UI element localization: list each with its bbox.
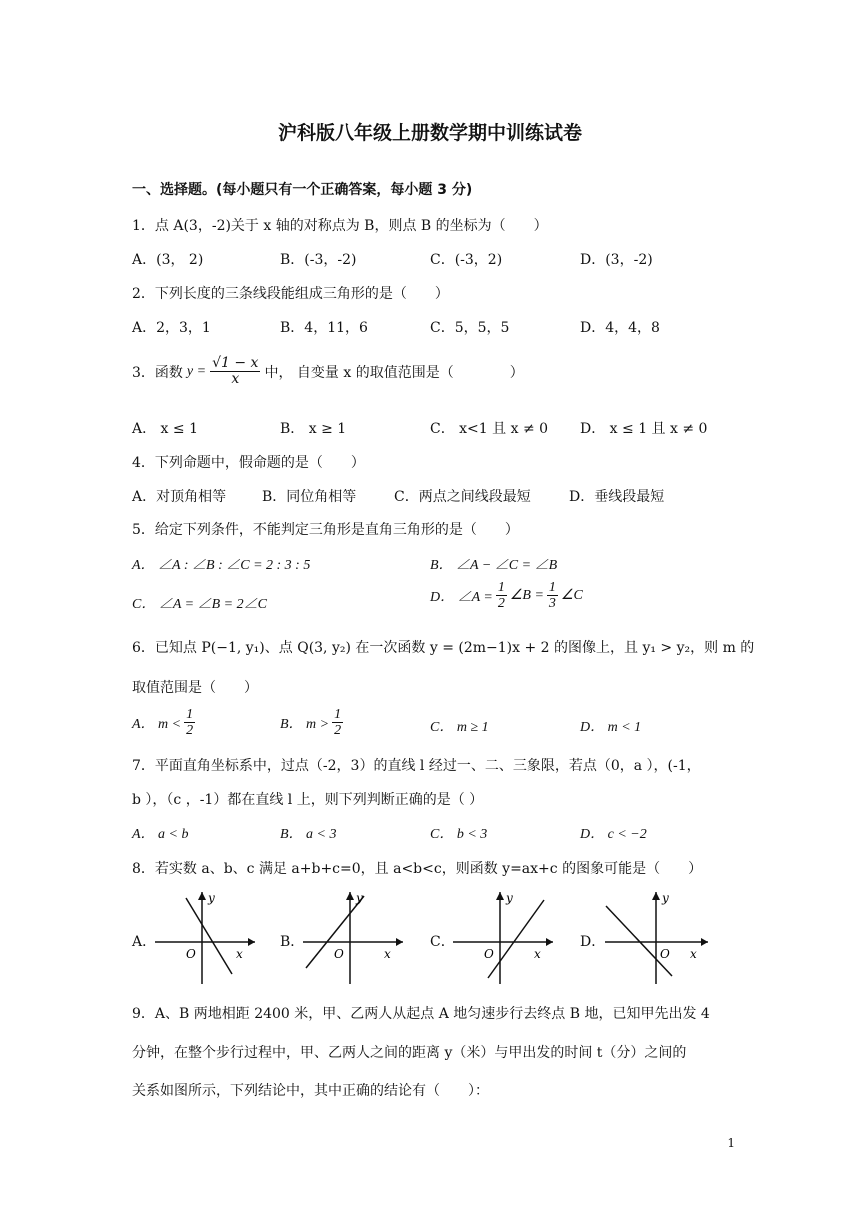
question-4-stem: 4．下列命题中，假命题的是（ ）: [132, 455, 365, 471]
q2-option-d[interactable]: D．4，4，8: [580, 320, 660, 336]
question-9-line-3: 关系如图所示，下列结论中，其中正确的结论有（ ）：: [132, 1083, 489, 1099]
q8-option-c[interactable]: C．: [430, 934, 455, 950]
q4-option-d[interactable]: D．垂线段最短: [569, 489, 665, 505]
q6-b-denominator: 2: [334, 723, 342, 739]
q5-d-half: [496, 580, 507, 612]
q6-a-denominator: 2: [186, 723, 194, 739]
q8-a-y-label: y: [208, 891, 215, 905]
q6-option-d[interactable]: D． m < 1: [580, 720, 642, 735]
q6-a-fraction: [184, 707, 195, 739]
q3-suffix: 中， 自变量 x 的取值范围是（ ）: [264, 364, 524, 381]
q5-option-b[interactable]: B． ∠A − ∠C = ∠B: [430, 558, 558, 573]
q3-option-d[interactable]: D． x ≤ 1 且 x ≠ 0: [580, 421, 708, 437]
section-heading: 一、选择题。(每小题只有一个正确答案，每小题 3 分): [132, 182, 473, 198]
question-9-line-1: 9．A、B 两地相距 2400 米，甲、乙两人从起点 A 地匀速步行去终点 B 地，已知甲先出发 4: [132, 1006, 710, 1022]
q6-b-fraction: [332, 707, 343, 739]
q6-a-prefix: A． m <: [132, 716, 182, 732]
question-6-line-1: 6．已知点 P(−1, y₁)、点 Q(3, y₂) 在一次函数 y = (2m−1)x + 2 的图像上，且 y₁ > y₂，则 m 的: [132, 640, 755, 656]
q8-c-y-label: y: [506, 891, 513, 905]
question-1-stem: 1．点 A(3，-2)关于 x 轴的对称点为 B，则点 B 的坐标为（ ）: [132, 218, 548, 234]
q8-b-x-label: x: [384, 947, 391, 961]
q8-b-origin: O: [334, 947, 344, 961]
q5-option-d[interactable]: [430, 580, 583, 612]
q1-option-a[interactable]: A．(3， 2): [132, 252, 204, 268]
q5-half-numerator: 1: [497, 580, 505, 595]
q5-d-middle: ∠B =: [509, 588, 544, 604]
q4-option-b[interactable]: B．同位角相等: [262, 489, 357, 505]
q8-c-x-label: x: [534, 947, 541, 961]
q3-option-a[interactable]: A． x ≤ 1: [132, 421, 198, 437]
q5-third-denominator: 3: [548, 596, 556, 612]
q1-option-b[interactable]: B．(-3，-2): [280, 252, 357, 268]
q3-numerator: √1 − x: [212, 355, 259, 371]
q8-d-line: [606, 906, 672, 976]
q4-option-a[interactable]: A．对顶角相等: [132, 489, 227, 505]
page-title: 沪科版八年级上册数学期中训练试卷: [277, 122, 582, 144]
q2-option-a[interactable]: A．2，3，1: [132, 320, 211, 336]
q8-graph-a: [150, 888, 260, 986]
question-9-line-2: 分钟，在整个步行过程中，甲、乙两人之间的距离 y（米）与甲出发的时间 t（分）之间的: [132, 1045, 687, 1061]
q4-option-c[interactable]: C．两点之间线段最短: [394, 489, 531, 505]
q3-y-equals: y =: [186, 363, 207, 379]
q5-option-c[interactable]: C． ∠A = ∠B = 2∠C: [132, 597, 267, 612]
q5-d-prefix: D． ∠A =: [430, 589, 493, 605]
q8-d-y-label: y: [662, 891, 669, 905]
question-6-line-2: 取值范围是（ ）: [132, 680, 258, 696]
question-2-stem: 2．下列长度的三条线段能组成三角形的是（ ）: [132, 286, 449, 302]
question-7-line-2: b ），（c ，-1）都在直线 l 上，则下列判断正确的是（ ）: [132, 792, 484, 808]
question-7-line-1: 7．平面直角坐标系中，过点（-2，3）的直线 l 经过一、二、三象限，若点（0，a ），(-1，: [132, 758, 701, 774]
q8-a-origin: O: [186, 947, 196, 961]
q3-option-c[interactable]: C． x<1 且 x ≠ 0: [430, 421, 549, 437]
question-8-stem: 8．若实数 a、b、c 满足 a+b+c=0，且 a<b<c，则函数 y=ax+c 的图象可能是（ ）: [132, 861, 703, 877]
q1-option-c[interactable]: C．(-3，2): [430, 252, 503, 268]
q5-third-numerator: 1: [548, 580, 556, 595]
q8-c-line: [488, 900, 544, 978]
q3-denominator: x: [231, 371, 240, 388]
q8-option-a[interactable]: A．: [132, 934, 157, 950]
q7-option-c[interactable]: C． b < 3: [430, 827, 488, 842]
q3-fraction: [210, 356, 260, 388]
q5-option-a[interactable]: A． ∠A : ∠B : ∠C = 2 : 3 : 5: [132, 558, 311, 573]
q6-option-c[interactable]: C． m ≥ 1: [430, 720, 489, 735]
q7-option-d[interactable]: D． c < −2: [580, 827, 647, 842]
q5-d-suffix: ∠C: [560, 588, 583, 604]
q8-d-origin: O: [660, 947, 670, 961]
q8-graph-d: [600, 888, 710, 986]
q8-c-origin: O: [484, 947, 494, 961]
q7-option-b[interactable]: B． a < 3: [280, 827, 337, 842]
q1-option-d[interactable]: D．(3，-2): [580, 252, 653, 268]
q8-d-x-label: x: [690, 947, 697, 961]
q6-b-numerator: 1: [334, 707, 342, 722]
q5-half-denominator: 2: [497, 596, 505, 612]
question-5-stem: 5．给定下列条件，不能判定三角形是直角三角形的是（ ）: [132, 522, 519, 538]
q8-a-x-label: x: [236, 947, 243, 961]
q6-option-b[interactable]: [280, 707, 343, 739]
question-3-stem: [132, 356, 524, 388]
q2-option-b[interactable]: B．4，11，6: [280, 320, 368, 336]
q3-option-b[interactable]: B． x ≥ 1: [280, 421, 347, 437]
q8-graph-c: [448, 888, 558, 986]
q8-option-b[interactable]: B．: [280, 934, 305, 950]
q3-prefix: 3．函数: [132, 364, 183, 381]
q6-a-numerator: 1: [186, 707, 194, 722]
q8-b-y-label: y: [356, 891, 363, 905]
q8-a-line: [186, 898, 232, 974]
q8-graph-b: [298, 888, 408, 986]
q6-b-prefix: B． m >: [280, 716, 330, 732]
q7-option-a[interactable]: A． a < b: [132, 827, 189, 842]
q2-option-c[interactable]: C．5，5，5: [430, 320, 510, 336]
q6-option-a[interactable]: [132, 707, 195, 739]
q5-d-third: [547, 580, 558, 612]
q8-option-d[interactable]: D．: [580, 934, 606, 950]
page-number: 1: [727, 1136, 735, 1150]
